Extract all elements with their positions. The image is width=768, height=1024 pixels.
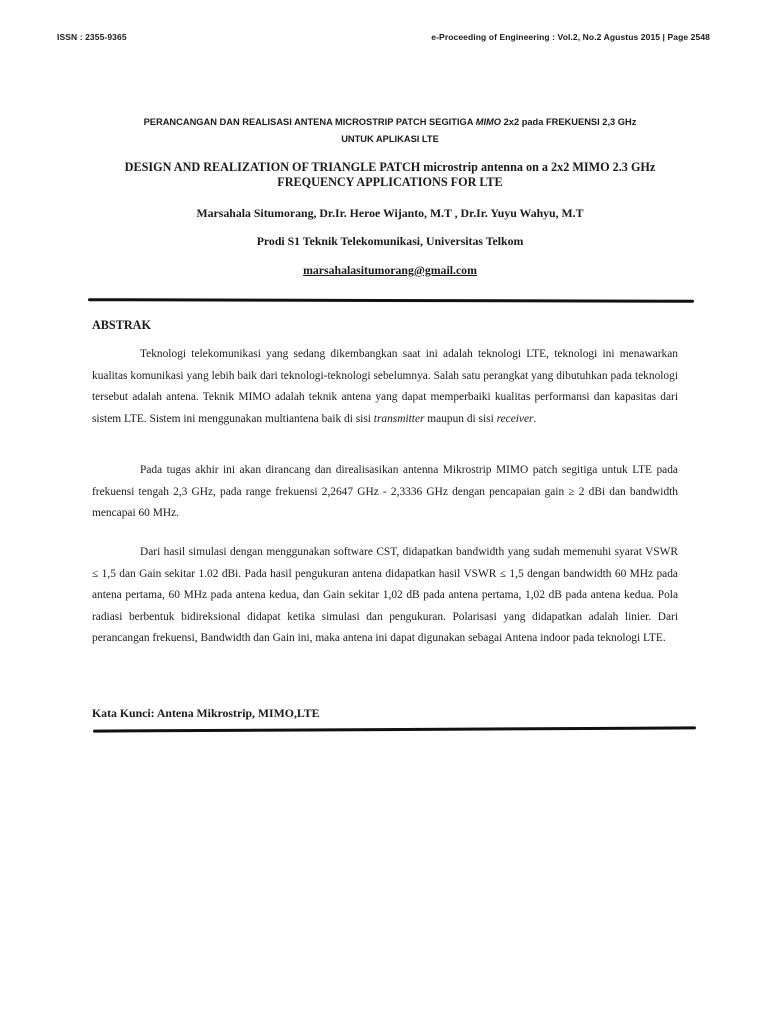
abstract-paragraph-3 xyxy=(92,542,678,650)
author-email: marsahalasitumorang@gmail.com xyxy=(303,263,477,277)
p3-text: Dari hasil simulasi dengan menggunakan software CST, didapatkan bandwidth yang sudah memenuhi syarat VSWR ≤ 1,5 dan Gain sekitar 1.02 dBi. Pada hasil pengukuran antena didapatkan hasil VSWR ≤ 1,5 dengan bandwidth 60 MHz pada antena pertama, 60 MHz pada antena kedua, dan Gain sekitar 1,02 dB pada antena pertama, 1,02 dB pada antena kedua. Pola radiasi berbentuk bidireksional didapat ketika simulasi dan pengukuran. Polarisasi yang didapatkan adalah linier. Dari perancangan frekuensi, Bandwidth dan Gain ini, maka antena ini dapat digunakan sebagai Antena indoor pada teknologi LTE. xyxy=(92,546,678,645)
title-id-italic: MIMO xyxy=(475,117,502,127)
title-en-line1: DESIGN AND REALIZATION OF TRIANGLE PATCH microstrip antenna on a 2x2 MIMO 2.3 GHz xyxy=(124,160,656,174)
issn-header: ISSN : 2355-9365 xyxy=(57,32,127,42)
p1-italic-receiver: receiver xyxy=(496,412,534,425)
abstract-heading: ABSTRAK xyxy=(92,318,151,332)
title-english xyxy=(90,160,690,190)
bottom-divider xyxy=(93,726,696,732)
title-id-part1: PERANCANGAN DAN REALISASI ANTENA MICROSTRIP PATCH SEGITIGA xyxy=(143,117,476,127)
proceeding-header: e-Proceeding of Engineering : Vol.2, No.2 Agustus 2015 | Page 2548 xyxy=(431,32,710,42)
affiliation: Prodi S1 Teknik Telekomunikasi, Universitas Telkom xyxy=(256,234,524,248)
p2-text: Pada tugas akhir ini akan dirancang dan direalisasikan antenna Mikrostrip MIMO patch segitiga untuk LTE pada frekuensi tengah 2,3 GHz, pada range frekuensi 2,2647 GHz - 2,3336 GHz dengan pencapaian gain ≥ 2 dBi dan bandwidth mencapai 60 MHz. xyxy=(92,464,678,520)
author-list: Marsahala Situmorang, Dr.Ir. Heroe Wijanto, M.T , Dr.Ir. Yuyu Wahyu, M.T xyxy=(196,206,584,220)
title-indonesian xyxy=(90,114,690,148)
top-divider xyxy=(88,298,694,303)
p1-text-b: maupun di sisi xyxy=(424,412,497,425)
title-id-part2: 2x2 pada FREKUENSI 2,3 GHz xyxy=(501,117,637,127)
keywords: Kata Kunci: Antena Mikrostrip, MIMO,LTE xyxy=(92,706,320,720)
abstract-paragraph-2 xyxy=(92,460,678,525)
title-id-line2: UNTUK APLIKASI LTE xyxy=(341,134,439,144)
p1-text-a: Teknologi telekomunikasi yang sedang dikembangkan saat ini adalah teknologi LTE, teknologi ini menawarkan kualitas komunikasi yang lebih baik dari teknologi-teknologi sebelumnya. Salah satu perangkat yang dibutuhkan pada teknologi tersebut adalah antena. Teknik MIMO adalah teknik antena yang dapat memperbaiki kualitas performansi dan kapasitas dari sistem LTE. Sistem ini menggunakan multiantena baik di sisi xyxy=(92,348,678,425)
abstract-paragraph-1 xyxy=(92,344,678,430)
p1-text-c: . xyxy=(533,412,537,425)
title-en-line2: FREQUENCY APPLICATIONS FOR LTE xyxy=(277,175,503,189)
p1-italic-transmitter: transmitter xyxy=(373,412,425,425)
